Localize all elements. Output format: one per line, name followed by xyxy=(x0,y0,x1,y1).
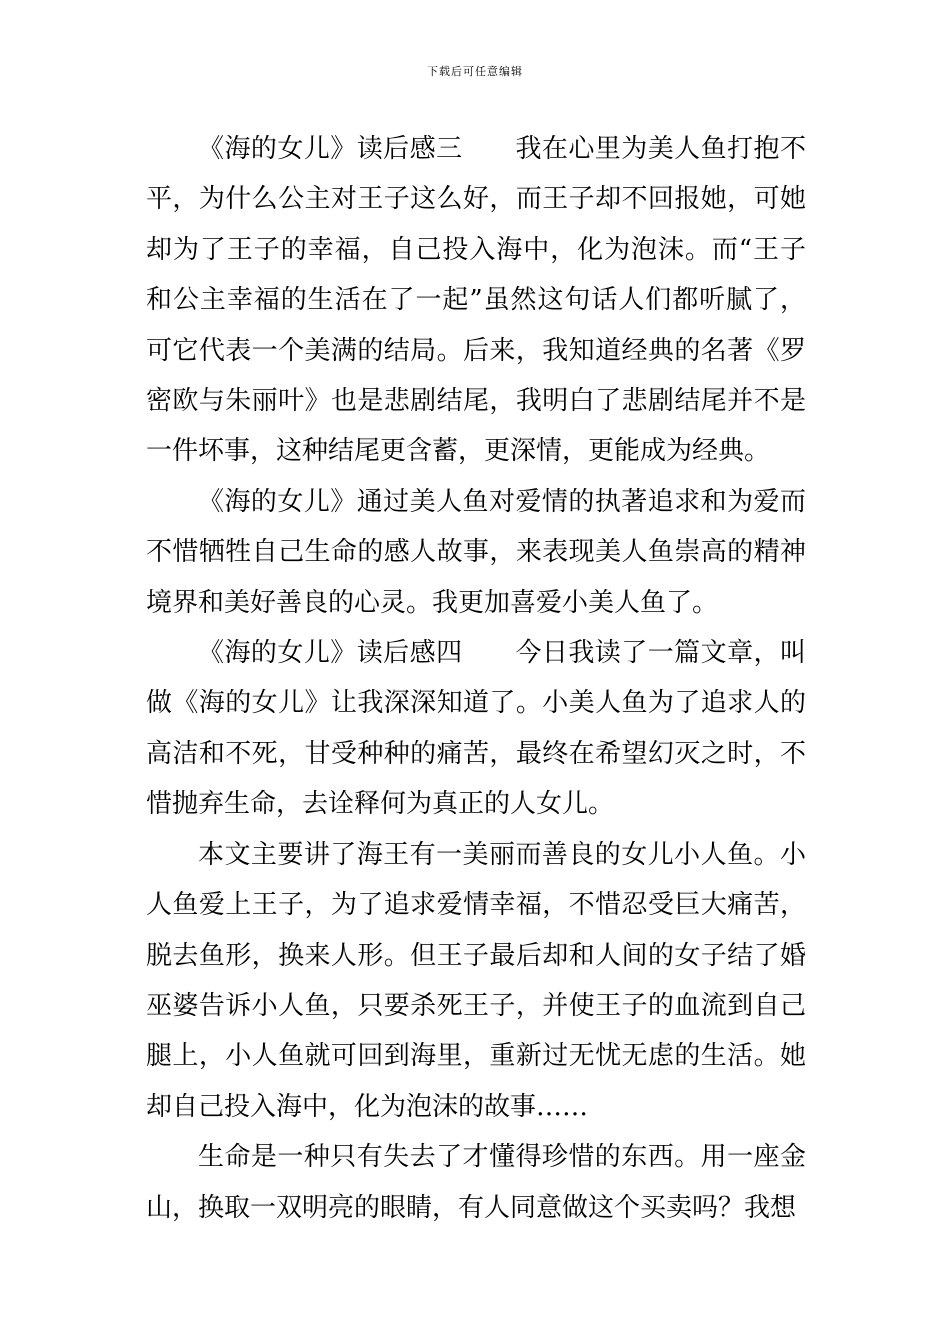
paragraph-5: 生命是一种只有失去了才懂得珍惜的东西。用一座金山，换取一双明亮的眼睛，有人同意做这个买卖吗？我想 xyxy=(146,1142,806,1223)
paragraph-3: 《海的女儿》读后感四 今日我读了一篇文章，叫做《海的女儿》让我深深知道了。小美人鱼为了追求人的高洁和不死，甘受种种的痛苦，最终在希望幻灭之时，不惜抛弃生命，去诠释何为真正的人女儿。 xyxy=(146,638,806,820)
paragraph-4: 本文主要讲了海王有一美丽而善良的女儿小人鱼。小人鱼爱上王子，为了追求爱情幸福，不惜忍受巨大痛苦，脱去鱼形，换来人形。但王子最后却和人间的女子结了婚巫婆告诉小人鱼，只要杀死王子，并使王子的血流到自己腿上，小人鱼就可回到海里，重新过无忧无虑的生活。她却自己投入海中，化为泡沫的故事…… xyxy=(146,839,806,1122)
paragraph-2: 《海的女儿》通过美人鱼对爱情的执著追求和为爱而不惜牺牲自己生命的感人故事，来表现美人鱼崇高的精神境界和美好善良的心灵。我更加喜爱小美人鱼了。 xyxy=(146,486,806,618)
page-header: 下载后可任意编辑 xyxy=(427,65,523,78)
paragraph-1: 《海的女儿》读后感三 我在心里为美人鱼打抱不平，为什么公主对王子这么好，而王子却不回报她，可她却为了王子的幸福，自己投入海中，化为泡沫。而“王子和公主幸福的生活在了一起”虽然这句话人们都听腻了，可它代表一个美满的结局。后来，我知道经典的名著《罗密欧与朱丽叶》也是悲剧结尾，我明白了悲剧结尾并不是一件坏事，这种结尾更含蓄，更深情，更能成为经典。 xyxy=(146,134,806,467)
document-body xyxy=(146,124,806,1233)
